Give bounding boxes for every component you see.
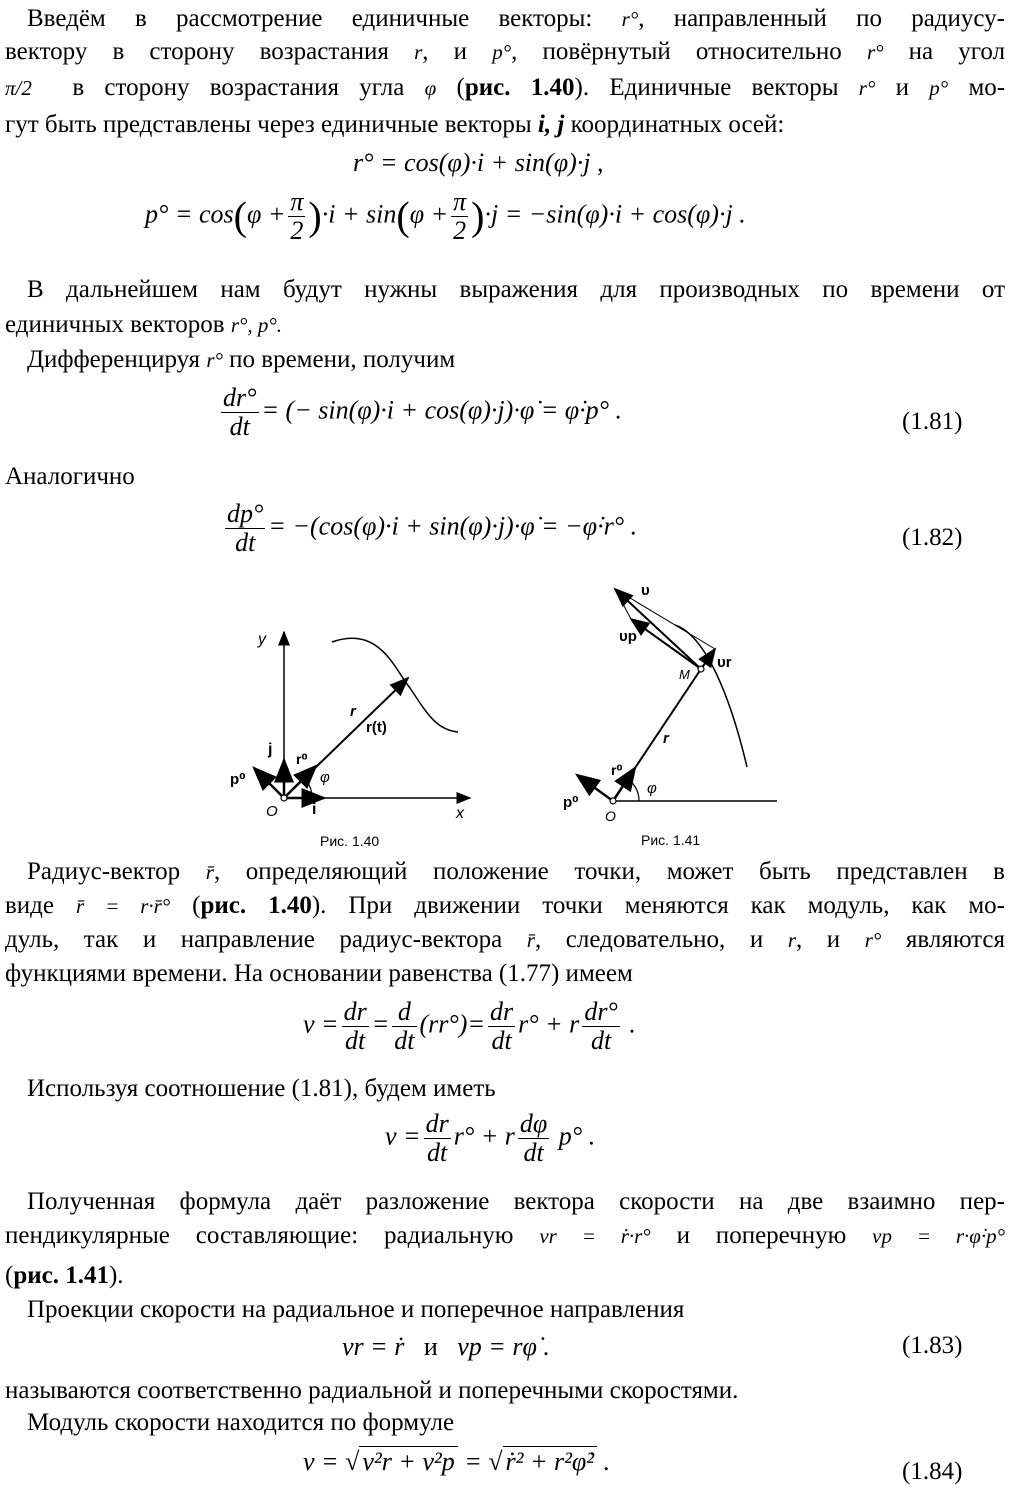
- equation-1-81: $\frac{dr^\circ}{dt}$ = (− sin(φ)·i + cos(φ)·j)·φ̇ = φ̇·p° .: [223, 383, 623, 441]
- para5: Используя соотношение (1.81), будем иметь: [27, 1075, 496, 1102]
- para7: Проекции скорости на радиальное и поперечное направления: [27, 1296, 685, 1323]
- i-label: i: [312, 801, 317, 818]
- p0-label: p⁰: [563, 794, 579, 811]
- unit-vector-p0: [577, 775, 613, 801]
- equation-r0: r° = cos(φ)·i + sin(φ)·j ,: [353, 148, 604, 177]
- intro-line-2: вектору в сторону возрастания r, и p°, повёрнутый относительно r° на угол: [5, 38, 1006, 65]
- origin-point: [281, 795, 287, 801]
- origin-point: [610, 798, 616, 804]
- equation-label-1-84: (1.84): [902, 1458, 963, 1485]
- para3: Дифференцируя r° по времени, получим: [27, 346, 456, 373]
- equation-label-1-83: (1.83): [902, 1332, 963, 1359]
- phi-label: φ: [320, 769, 330, 786]
- figure-1-41: [555, 575, 790, 855]
- equation-label-1-82: (1.82): [902, 524, 963, 551]
- analog-text: Аналогично: [5, 463, 135, 490]
- equation-1-84: v = √ v²r + v²p = √ ṙ² + r²φ̇² .: [303, 1447, 611, 1476]
- para6-line-1: Полученная формула даёт разложение вектора скорости на две взаимно пер-: [27, 1188, 1005, 1215]
- intro-line-3: π/2 в сторону возрастания угла φ (рис. 1.40). Единичные векторы r° и p° мо-: [5, 74, 1006, 101]
- r-label: r: [350, 703, 356, 720]
- angle-arc: [629, 780, 639, 801]
- equation-velocity: v = $\frac{dr}{dt}$ r° + r $\frac{d\varphi}{dt}$ p° .: [385, 1109, 596, 1167]
- x-label: x: [456, 805, 464, 822]
- phi-label: φ: [647, 780, 657, 797]
- rt-label: r(t): [366, 719, 387, 736]
- point-m: [698, 666, 704, 672]
- figure-1-41-caption: Рис. 1.41: [641, 832, 701, 848]
- y-label: y: [258, 631, 266, 648]
- para9: Модуль скорости находится по формуле: [27, 1409, 455, 1436]
- intro-line-1: Введём в рассмотрение единичные векторы: r°, направленный по радиусу-: [27, 5, 1005, 32]
- para4-line-3: дуль, так и направление радиус-вектора r̄, следовательно, и r, и r° являются: [5, 926, 1006, 953]
- r-label: r: [663, 730, 669, 747]
- origin-label: O: [266, 803, 278, 820]
- p0-label: p⁰: [230, 771, 246, 788]
- para2-line-2: единичных векторов r°, p°.: [5, 311, 283, 338]
- equation-velocity-expansion: v = $\frac{dr}{dt}$ = $\frac{d}{dt}$ (rr°)= $\frac{dr}{dt}$ r° + r $\frac{dr^\circ}{dt}$ .: [303, 997, 636, 1055]
- angle-arc: [304, 778, 312, 798]
- j-label: j: [268, 741, 273, 758]
- para6-line-3: (рис. 1.41).: [5, 1262, 124, 1289]
- vp-label: υp: [619, 628, 637, 645]
- equation-1-82: $\frac{dp^\circ}{dt}$ = −(cos(φ)·i + sin(φ)·j)·φ̇ = −φ̇·r° .: [227, 499, 638, 557]
- v-label: υ: [641, 582, 650, 599]
- para4-line-2: виде r̄ = r·r̄° (рис. 1.40). При движении точки меняются как модуль, как мо-: [5, 892, 1006, 919]
- equation-1-83: vr = ṙ и vp = rφ̇ .: [342, 1332, 550, 1361]
- para6-line-2: пендикулярные составляющие: радиальную vr = ṙ·r° и поперечную vp = r·φ̇·p°: [5, 1222, 1006, 1249]
- para4-line-4: функциями времени. На основании равенства (1.77) имеем: [5, 960, 633, 987]
- figure-1-40: [220, 620, 480, 855]
- para2-line-1: В дальнейшем нам будут нужны выражения для производных по времени от: [27, 276, 1005, 303]
- r0-label: r⁰: [611, 762, 623, 778]
- m-label: M: [679, 667, 690, 682]
- intro-line-4: гут быть представлены через единичные векторы i, j координатных осей:: [5, 111, 785, 138]
- vr-label: υr: [717, 654, 732, 671]
- para8: называются соответственно радиальной и поперечными скоростями.: [5, 1377, 739, 1404]
- para4-line-1: Радиус-вектор r̄, определяющий положение точки, может быть представлен в: [27, 858, 1005, 885]
- velocity-vp: [631, 619, 701, 669]
- unit-vector-p0: [254, 768, 284, 798]
- origin-label: O: [605, 808, 616, 824]
- equation-label-1-81: (1.81): [902, 408, 963, 435]
- r0-label: r⁰: [296, 751, 308, 767]
- equation-p0: p° = cos(φ + $\frac{\pi}{2}$ )·i + sin(φ + $\frac{\pi}{2}$ )·j = −sin(φ)·i + cos(φ)·j .: [145, 187, 746, 245]
- figure-1-40-caption: Рис. 1.40: [320, 833, 380, 849]
